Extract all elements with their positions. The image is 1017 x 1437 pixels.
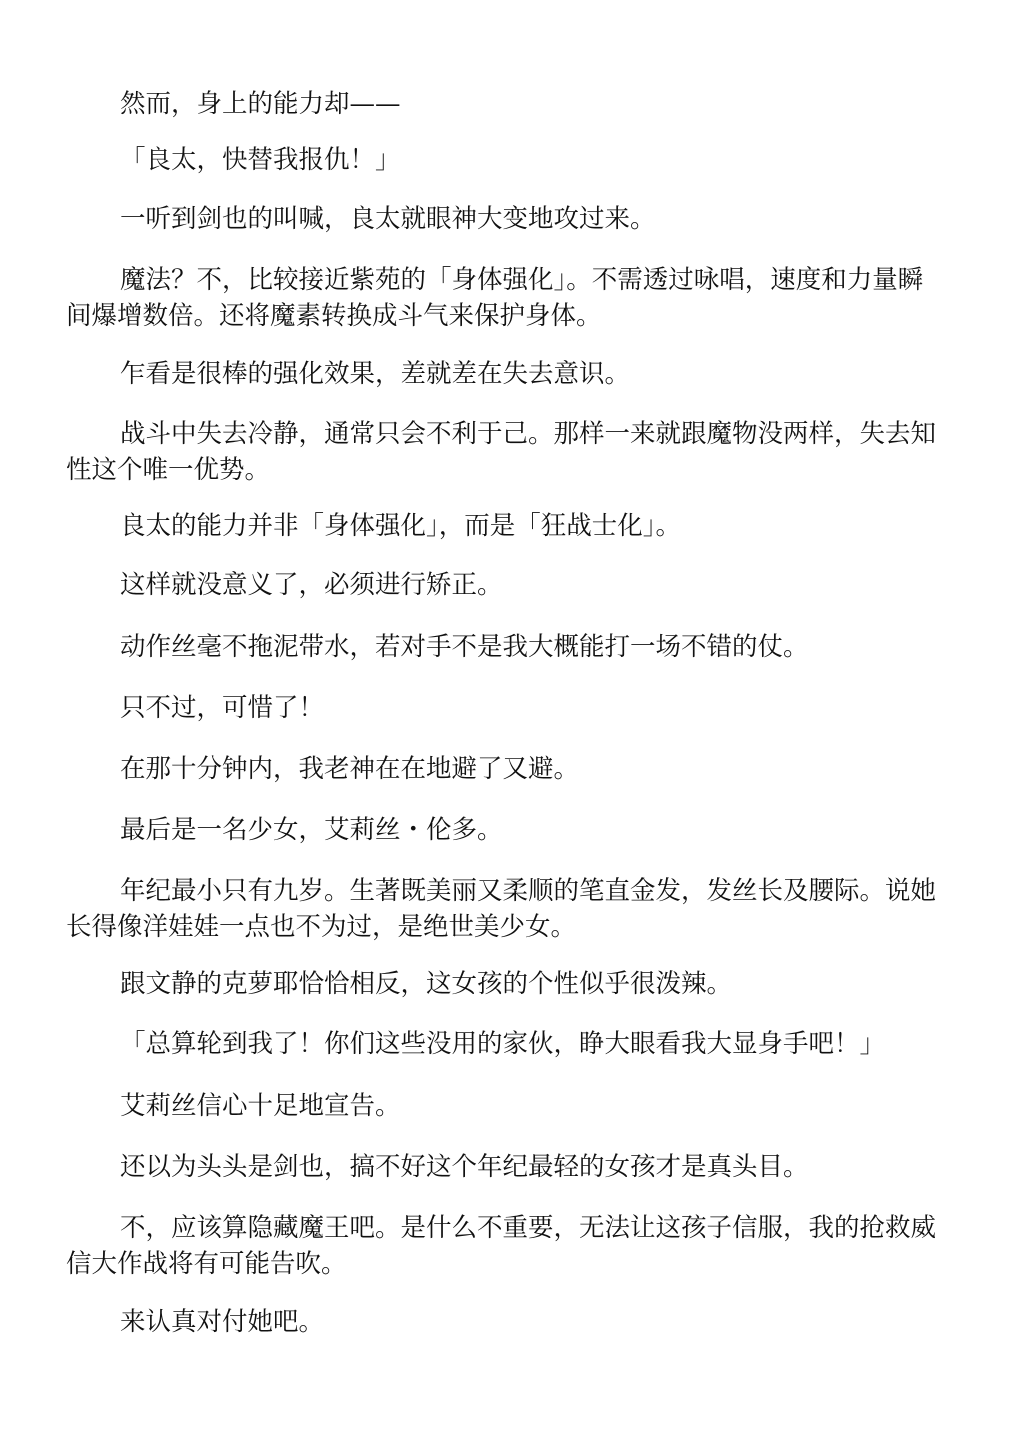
paragraph: 「总算轮到我了！你们这些没用的家伙，睁大眼看我大显身手吧！」: [120, 1029, 886, 1059]
paragraph: 然而，身上的能力却——: [120, 89, 401, 119]
paragraph: 动作丝毫不拖泥带水，若对手不是我大概能打一场不错的仗。: [120, 632, 809, 662]
paragraph: 良太的能力并非「身体强化」，而是「狂战士化」。: [120, 511, 682, 541]
paragraph: 在那十分钟内，我老神在在地避了又避。: [120, 754, 580, 784]
paragraph: 年纪最小只有九岁。生著既美丽又柔顺的笔直金发，发丝长及腰际。说她长得像洋娃娃一点也不为过，是绝世美少女。: [66, 876, 937, 942]
paragraph: 来认真对付她吧。: [120, 1307, 325, 1337]
paragraph: 一听到剑也的叫喊，良太就眼神大变地攻过来。: [120, 204, 656, 234]
paragraph: 跟文静的克萝耶恰恰相反，这女孩的个性似乎很泼辣。: [120, 969, 733, 999]
paragraph: 只不过，可惜了！: [120, 693, 325, 723]
paragraph: 魔法？不，比较接近紫苑的「身体强化」。不需透过咏唱，速度和力量瞬间爆增数倍。还将魔素转换成斗气来保护身体。: [66, 265, 924, 331]
paragraph: 战斗中失去冷静，通常只会不利于己。那样一来就跟魔物没两样，失去知性这个唯一优势。: [66, 419, 937, 485]
paragraph: 最后是一名少女，艾莉丝・伦多。: [120, 815, 503, 845]
paragraph: 还以为头头是剑也，搞不好这个年纪最轻的女孩才是真头目。: [120, 1152, 809, 1182]
paragraph: 「良太，快替我报仇！」: [120, 145, 401, 175]
paragraph: 乍看是很棒的强化效果，差就差在失去意识。: [120, 359, 631, 389]
paragraph: 艾莉丝信心十足地宣告。: [120, 1091, 401, 1121]
paragraph: 这样就没意义了，必须进行矫正。: [120, 570, 503, 600]
paragraph: 不，应该算隐藏魔王吧。是什么不重要，无法让这孩子信服，我的抢救威信大作战将有可能告吹。: [66, 1213, 937, 1279]
